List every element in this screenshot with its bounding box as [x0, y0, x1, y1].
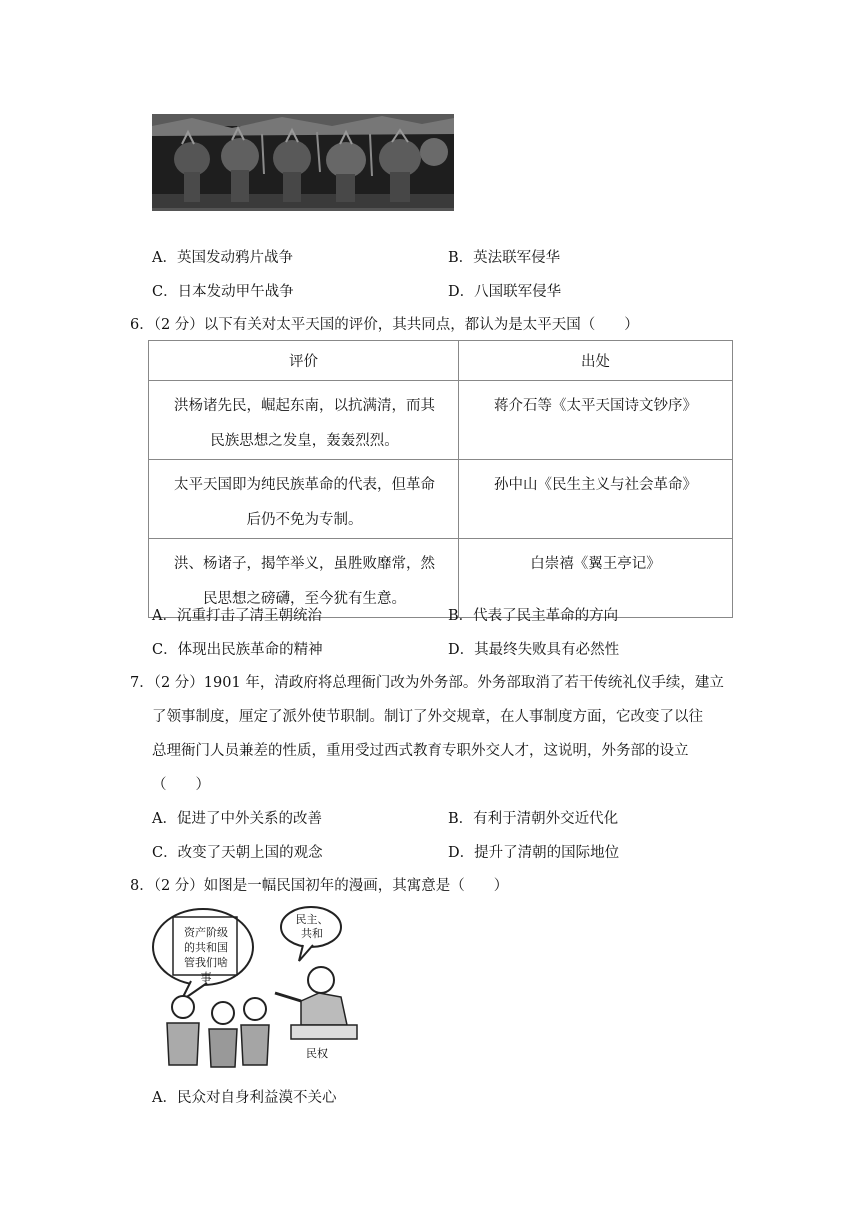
photo-bronze-heads [152, 114, 454, 224]
evaluation-line: 民族思想之发皇，轰轰烈烈。 [210, 433, 399, 449]
q8-option-a[interactable]: A．民众对自身利益漠不关心 [152, 1090, 337, 1106]
q7-option-b[interactable]: B．有利于清朝外交近代化 [448, 811, 619, 827]
q7-option-d[interactable]: D．提升了清朝的国际地位 [448, 845, 620, 861]
q6-stem: 6．（2 分）以下有关对太平天国的评价，其共同点，都认为是太平天国（ ） [130, 317, 639, 333]
evaluation-line: 太平天国即为纯民族革命的代表，但革命 [174, 477, 435, 493]
table-cell-evaluation [149, 381, 459, 460]
q6-option-c[interactable]: C．体现出民族革命的精神 [152, 642, 323, 658]
q8-stem: 8．（2 分）如图是一幅民国初年的漫画，其寓意是（ ） [130, 878, 509, 894]
q7-option-a[interactable]: A．促进了中外关系的改善 [152, 811, 322, 827]
q5-option-a[interactable]: A．英国发动鸦片战争 [152, 250, 293, 266]
cartoon-caption: 民权 [306, 1047, 328, 1060]
table-row [149, 460, 733, 539]
cartoon-image [151, 905, 367, 1075]
q6-option-a[interactable]: A．沉重打击了清王朝统治 [152, 608, 322, 624]
q6-evaluation-table [148, 340, 733, 618]
cartoon-bubble-right-text: 民主、共和 [295, 913, 329, 940]
evaluation-line: 民思想之磅礴，至今犹有生意。 [203, 591, 406, 607]
q6-option-b[interactable]: B．代表了民主革命的方向 [448, 608, 619, 624]
q5-option-b[interactable]: B．英法联军侵华 [448, 250, 561, 266]
evaluation-line: 后仍不免为专制。 [246, 512, 363, 528]
q7-stem-line: 7．（2 分）1901 年，清政府将总理衙门改为外务部。外务部取消了若干传统礼仪手续，建立 [130, 675, 724, 691]
table-header-evaluation: 评价 [149, 341, 459, 381]
evaluation-line: 洪、杨诸子，揭竿举义，虽胜败靡常，然 [174, 556, 435, 572]
table-row [149, 381, 733, 460]
q5-option-c[interactable]: C．日本发动甲午战争 [152, 284, 294, 300]
q7-option-c[interactable]: C．改变了天朝上国的观念 [152, 845, 323, 861]
table-header-source: 出处 [459, 341, 733, 381]
table-cell-source: 蒋介石等《太平天国诗文钞序》 [459, 381, 733, 460]
table-cell-source: 白崇禧《翼王亭记》 [459, 539, 733, 618]
q7-stem-line: 总理衙门人员兼差的性质，重用受过西式教育专职外交人才，这说明，外务部的设立 [152, 743, 689, 759]
cartoon-bubble-left-text: 资产阶级的共和国管我们啥事 [184, 926, 228, 984]
table-cell-evaluation [149, 460, 459, 539]
q6-option-d[interactable]: D．其最终失败具有必然性 [448, 642, 620, 658]
q7-stem-line: （ ） [152, 777, 210, 793]
evaluation-line: 洪杨诸先民，崛起东南，以抗满清，而其 [174, 398, 435, 414]
q5-option-d[interactable]: D．八国联军侵华 [448, 284, 562, 300]
table-cell-source: 孙中山《民生主义与社会革命》 [459, 460, 733, 539]
q7-stem-line: 了领事制度，厘定了派外使节职制。制订了外交规章，在人事制度方面，它改变了以往 [152, 709, 703, 725]
